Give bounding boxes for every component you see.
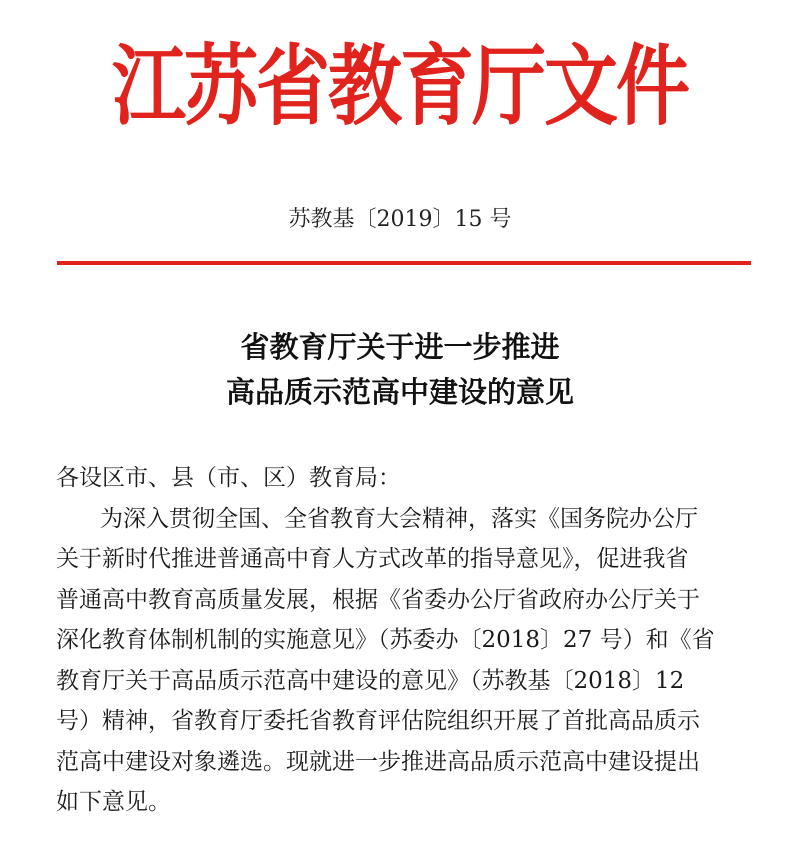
body-line: 关于新时代推进普通高中育人方式改革的指导意见》，促进我省	[56, 546, 689, 572]
body-line: 范高中建设对象遴选。现就进一步推进高品质示范高中建设提出	[56, 748, 700, 775]
body-line: 教育厅关于高品质示范高中建设的意见》（苏教基〔2018〕12	[56, 667, 685, 694]
red-divider	[57, 261, 751, 265]
document-number: 苏教基〔2019〕15 号	[288, 207, 512, 232]
body-line: 为深入贯彻全国、全省教育大会精神，落实《国务院办公厅	[100, 505, 698, 532]
body-line: 如下意见。	[56, 789, 171, 815]
document-body	[56, 458, 756, 823]
salutation: 各设区市、县（市、区）教育局：	[56, 465, 401, 491]
title-line-1: 省教育厅关于进一步推进	[240, 330, 560, 364]
body-line: 普通高中教育高质量发展，根据《省委办公厅省政府办公厅关于	[56, 586, 700, 613]
body-line: 深化教育体制机制的实施意见》（苏委办〔2018〕27 号）和《省	[56, 627, 715, 653]
masthead-title: 江苏省教育厅文件	[112, 36, 688, 138]
document-title	[0, 325, 800, 415]
title-line-2: 高品质示范高中建设的意见	[225, 375, 574, 409]
body-line: 号）精神，省教育厅委托省教育评估院组织开展了首批高品质示	[56, 708, 700, 734]
